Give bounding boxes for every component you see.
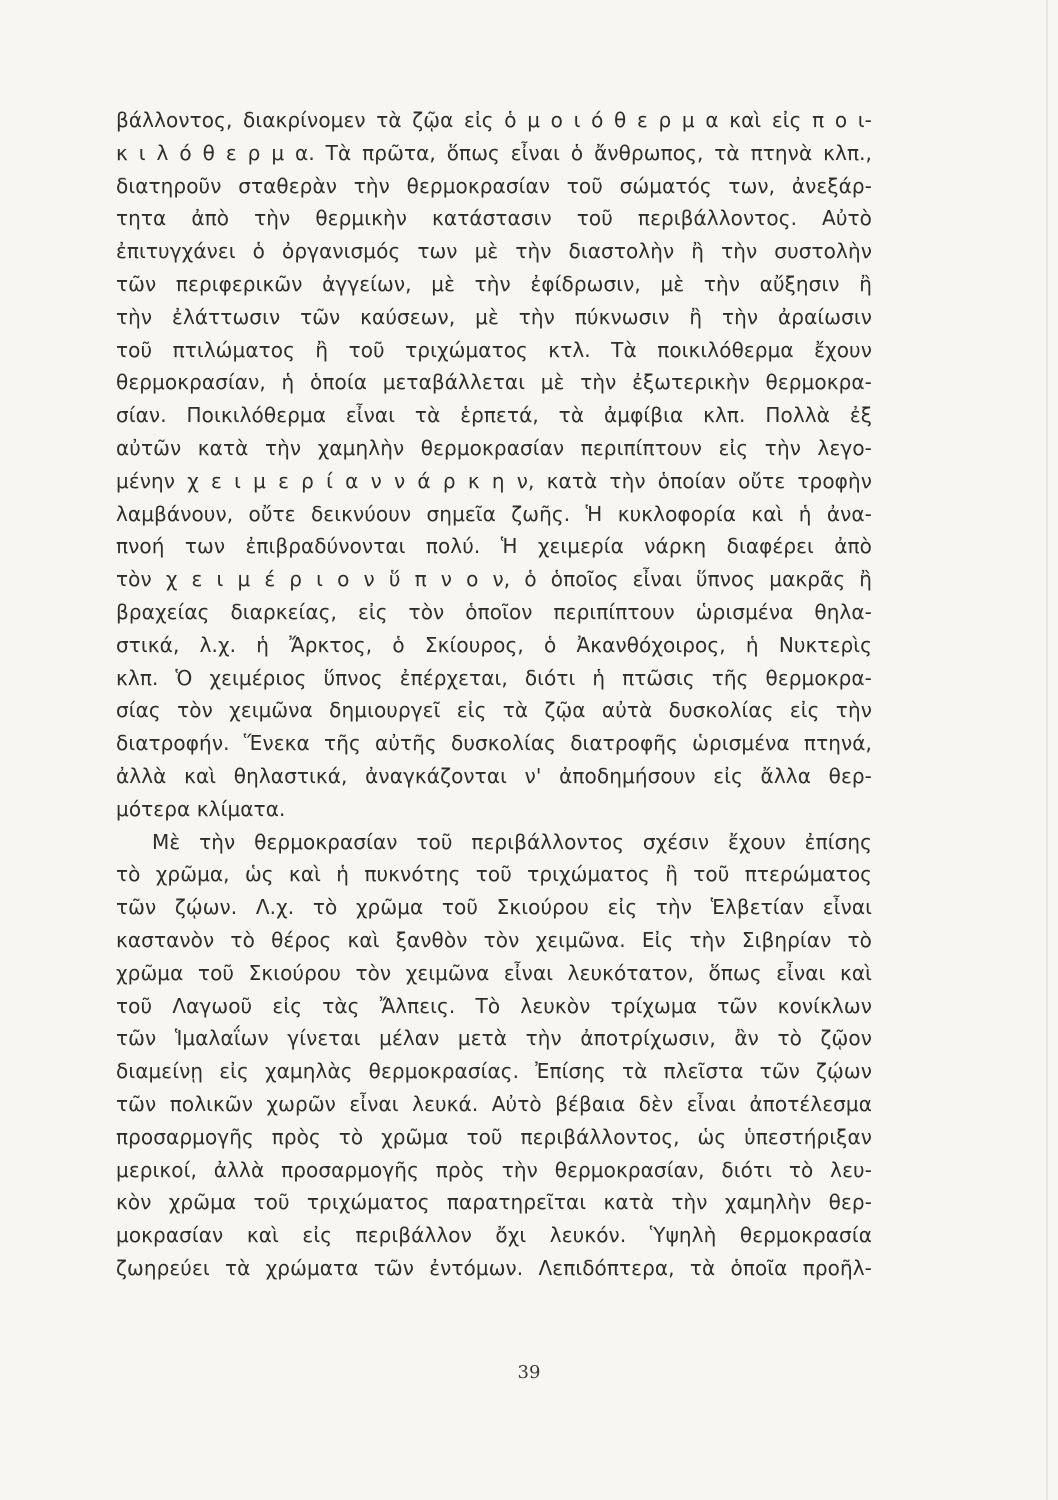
text-line: προσαρμογῆς πρὸς τὸ χρῶμα τοῦ περιβάλλοντος, ὡς ὑπεστήριξαν [116, 1124, 872, 1149]
text-line: λαμβάνουν, οὔτε δεικνύουν σημεῖα ζωῆς. Ἡ κυκλοφορία καὶ ἡ ἀνα- [116, 501, 872, 526]
text-line: πνοή των ἐπιβραδύνονται πολύ. Ἡ χειμερία νάρκη διαφέρει ἀπὸ [116, 534, 872, 559]
text-line: τὸ χρῶμα, ὡς καὶ ἡ πυκνότης τοῦ τριχώματος ἢ τοῦ πτερώματος [116, 862, 872, 887]
text-line: ἐπιτυγχάνει ὁ ὀργανισμός των μὲ τὴν διαστολὴν ἢ τὴν συστολὴν [116, 239, 872, 264]
text-line: θερμοκρασίαν, ἡ ὁποία μεταβάλλεται μὲ τὴν ἐξωτερικὴν θερμοκρα- [116, 370, 872, 395]
text-line: διατηροῦν σταθερὰν τὴν θερμοκρασίαν τοῦ σώματός των, ἀνεξάρ- [116, 173, 872, 198]
text-line: τῶν πολικῶν χωρῶν εἶναι λευκά. Αὐτὸ βέβαια δὲν εἶναι ἀποτέλεσμα [116, 1091, 872, 1116]
text-line: τῶν περιφερικῶν ἀγγείων, μὲ τὴν ἐφίδρωσιν, μὲ τὴν αὔξησιν ἢ [116, 271, 872, 296]
text-line: βάλλοντος, διακρίνομεν τὰ ζῷα εἰς ὁ μ ο ι ό θ ε ρ μ α καὶ εἰς π ο ι- [116, 108, 872, 132]
text-line: αὐτῶν κατὰ τὴν χαμηλὴν θερμοκρασίαν περιπίπτουν εἰς τὴν λεγο- [116, 435, 872, 460]
text-line: τητα ἀπὸ τὴν θερμικὴν κατάστασιν τοῦ περιβάλλοντος. Αὐτὸ [116, 206, 872, 231]
text-line: κ ι λ ό θ ε ρ μ α. Τὰ πρῶτα, ὅπως εἶναι ὁ ἄνθρωπος, τὰ πτηνὰ κλπ., [116, 140, 872, 165]
text-line: σίαν. Ποικιλόθερμα εἶναι τὰ ἑρπετά, τὰ ἀμφίβια κλπ. Πολλὰ ἐξ [116, 403, 872, 428]
text-line: διαμείνῃ εἰς χαμηλὰς θερμοκρασίας. Ἐπίσης τὰ πλεῖστα τῶν ζῴων [116, 1059, 872, 1084]
text-line: χρῶμα τοῦ Σκιούρου τὸν χειμῶνα εἶναι λευκότατον, ὅπως εἶναι καὶ [116, 960, 872, 985]
text-line: τοῦ πτιλώματος ἢ τοῦ τριχώματος κτλ. Τὰ ποικιλόθερμα ἔχουν [116, 337, 872, 362]
text-line: κὸν χρῶμα τοῦ τριχώματος παρατηρεῖται κατὰ τὴν χαμηλὴν θερ- [116, 1190, 872, 1215]
text-line: τὴν ἐλάττωσιν τῶν καύσεων, μὲ τὴν πύκνωσιν ἢ τὴν ἀραίωσιν [116, 304, 872, 329]
paragraph-end-line: μότερα κλίματα. [116, 796, 286, 821]
paragraph-start-line: Μὲ τὴν θερμοκρασίαν τοῦ περιβάλλοντος σχέσιν ἔχουν ἐπίσης [152, 829, 872, 854]
text-line: καστανὸν τὸ θέρος καὶ ξανθὸν τὸν χειμῶνα. Εἰς τὴν Σιβηρίαν τὸ [116, 927, 872, 952]
text-line: σίας τὸν χειμῶνα δημιουργεῖ εἰς τὰ ζῷα αὐτὰ δυσκολίας εἰς τὴν [116, 698, 872, 723]
text-line: ζωηρεύει τὰ χρώματα τῶν ἐντόμων. Λεπιδόπτερα, τὰ ὁποῖα προῆλ- [116, 1255, 872, 1280]
text-line: μοκρασίαν καὶ εἰς περιβάλλον ὄχι λευκόν. Ὑψηλὴ θερμοκρασία [116, 1223, 872, 1248]
text-line: μερικοί, ἀλλὰ προσαρμογῆς πρὸς τὴν θερμοκρασίαν, διότι τὸ λευ- [116, 1157, 872, 1182]
text-line: τῶν Ἱμαλαΐων γίνεται μέλαν μετὰ τὴν ἀποτρίχωσιν, ἂν τὸ ζῷον [116, 1026, 872, 1051]
page-number: 39 [517, 1362, 541, 1383]
text-line: στικά, λ.χ. ἡ Ἄρκτος, ὁ Σκίουρος, ὁ Ἀκανθόχοιρος, ἡ Νυκτερὶς [116, 632, 872, 657]
text-line: ἀλλὰ καὶ θηλαστικά, ἀναγκάζονται ν' ἀποδημήσουν εἰς ἄλλα θερ- [116, 763, 872, 788]
text-line: τοῦ Λαγωοῦ εἰς τὰς Ἄλπεις. Τὸ λευκὸν τρίχωμα τῶν κονίκλων [116, 993, 872, 1018]
text-line: κλπ. Ὁ χειμέριος ὕπνος ἐπέρχεται, διότι ἡ πτῶσις τῆς θερμοκρα- [116, 665, 872, 690]
text-line: διατροφήν. Ἕνεκα τῆς αὐτῆς δυσκολίας διατροφῆς ὡρισμένα πτηνά, [116, 731, 872, 756]
text-line: τῶν ζῴων. Λ.χ. τὸ χρῶμα τοῦ Σκιούρου εἰς τὴν Ἑλβετίαν εἶναι [116, 895, 872, 920]
text-line: βραχείας διαρκείας, εἰς τὸν ὁποῖον περιπίπτουν ὡρισμένα θηλα- [116, 599, 872, 624]
text-line: μένην χ ε ι μ ε ρ ί α ν ν ά ρ κ η ν, κατὰ τὴν ὁποίαν οὔτε τροφὴν [116, 468, 872, 493]
text-line: τὸν χ ε ι μ έ ρ ι ο ν ὕ π ν ο ν, ὁ ὁποῖος εἶναι ὕπνος μακρᾶς ἢ [116, 567, 872, 592]
page-edge [1046, 0, 1048, 1500]
body-text [116, 104, 872, 1285]
